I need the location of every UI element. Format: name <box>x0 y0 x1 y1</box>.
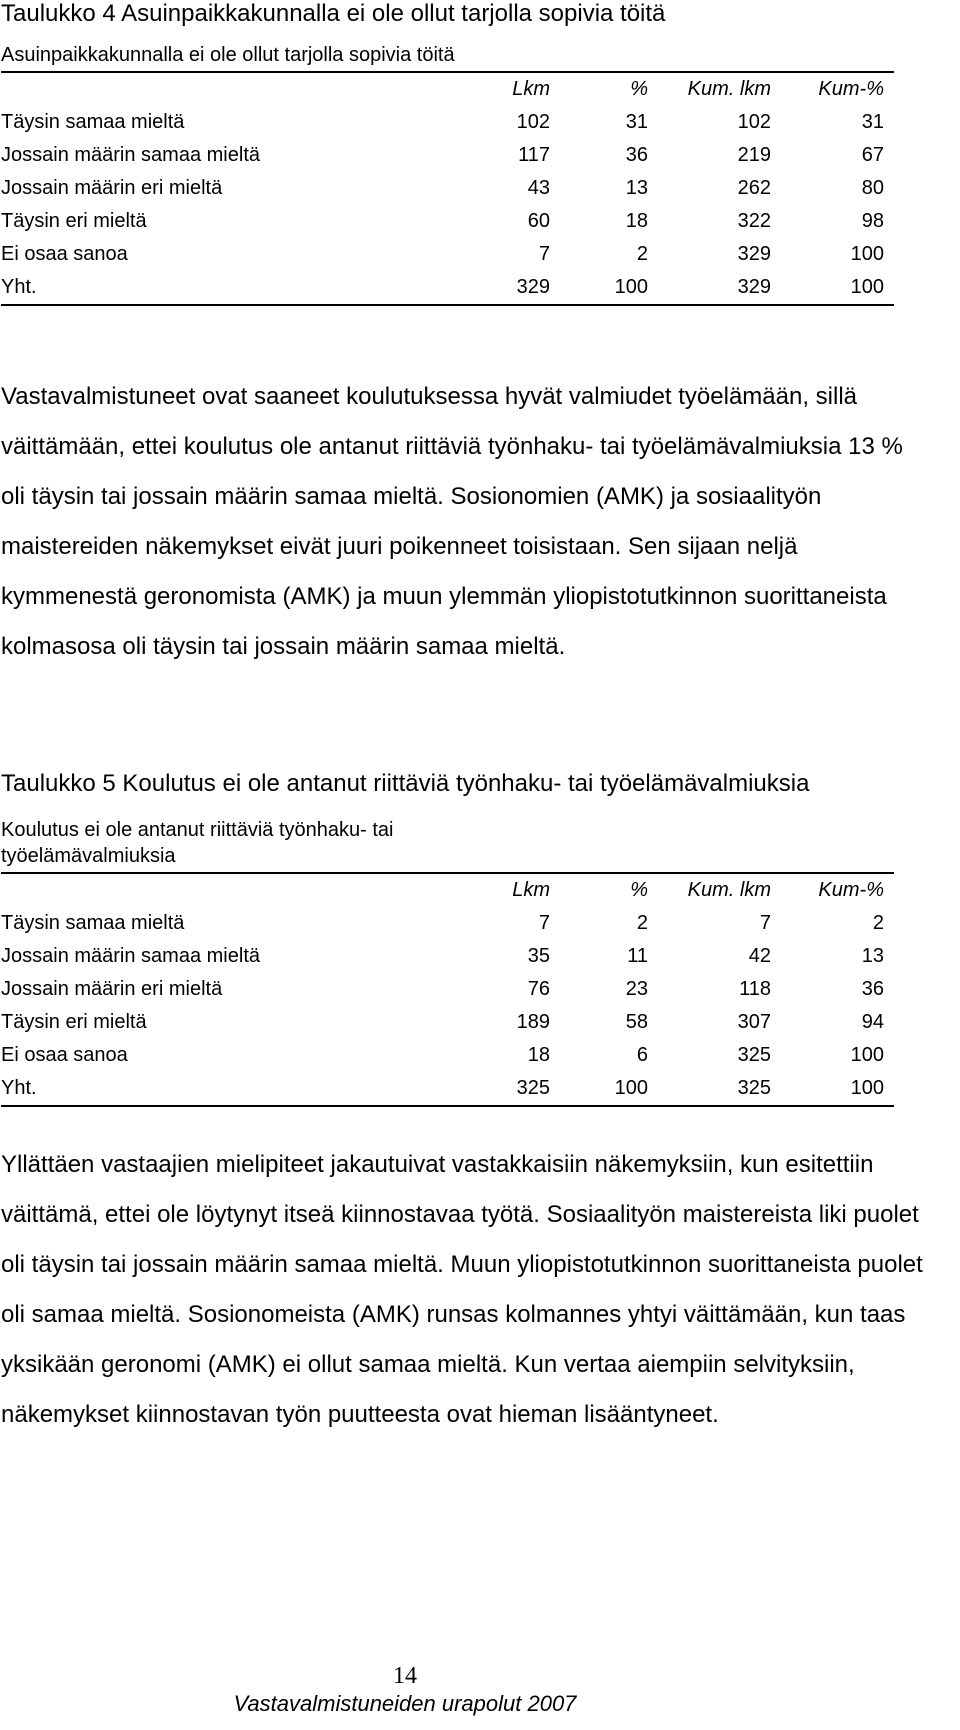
row-label: Jossain määrin eri mieltä <box>1 978 223 1000</box>
table-row-total <box>1 271 894 306</box>
table-row <box>1 238 894 271</box>
header-lkm: Lkm <box>512 879 550 901</box>
cell-lkm: 329 <box>516 276 550 298</box>
cell-kum-pct: 2 <box>872 912 884 934</box>
table-row <box>1 139 894 172</box>
table4-caption: Taulukko 4 Asuinpaikkakunnalla ei ole ollut tarjolla sopivia töitä <box>1 0 666 27</box>
cell-kum-pct: 67 <box>861 144 884 166</box>
cell-kum-lkm: 325 <box>737 1044 771 1066</box>
row-label: Jossain määrin samaa mieltä <box>1 945 260 967</box>
page-number: 14 <box>393 1663 417 1689</box>
header-lkm: Lkm <box>512 78 550 100</box>
cell-kum-pct: 98 <box>861 210 884 232</box>
header-pct: % <box>630 879 648 901</box>
cell-lkm: 325 <box>516 1077 550 1099</box>
cell-kum-lkm: 102 <box>737 111 771 133</box>
cell-kum-lkm: 7 <box>759 912 771 934</box>
cell-lkm: 189 <box>516 1011 550 1033</box>
cell-kum-pct: 100 <box>850 243 884 265</box>
cell-pct: 100 <box>614 1077 648 1099</box>
cell-kum-pct: 31 <box>861 111 884 133</box>
cell-kum-pct: 94 <box>861 1011 884 1033</box>
cell-kum-lkm: 325 <box>737 1077 771 1099</box>
table-row <box>1 907 894 940</box>
row-label: Täysin samaa mieltä <box>1 912 185 934</box>
row-label: Täysin eri mieltä <box>1 1011 147 1033</box>
cell-kum-lkm: 329 <box>737 243 771 265</box>
table5 <box>1 817 894 1107</box>
cell-kum-lkm: 307 <box>737 1011 771 1033</box>
table5-header-row <box>1 872 894 907</box>
body-paragraph-2 <box>1 1140 931 1440</box>
table4 <box>1 42 894 306</box>
cell-pct: 11 <box>627 945 648 967</box>
cell-lkm: 7 <box>538 912 550 934</box>
cell-kum-lkm: 219 <box>737 144 771 166</box>
cell-kum-pct: 80 <box>861 177 884 199</box>
cell-kum-pct: 100 <box>850 1077 884 1099</box>
table4-header-row <box>1 71 894 106</box>
cell-kum-pct: 100 <box>850 1044 884 1066</box>
cell-kum-lkm: 322 <box>737 210 771 232</box>
table5-caption: Taulukko 5 Koulutus ei ole antanut riittäviä työnhaku- tai työelämävalmiuksia <box>1 770 810 797</box>
cell-lkm: 60 <box>527 210 550 232</box>
cell-lkm: 102 <box>516 111 550 133</box>
cell-kum-lkm: 262 <box>737 177 771 199</box>
cell-kum-lkm: 329 <box>737 276 771 298</box>
paragraph-text: Yllättäen vastaajien mielipiteet jakautuivat vastakkaisiin näkemyksiin, kun esitettiin väittämä, ettei ole löytynyt itseä kiinnostavaa työtä. Sosiaalityön maistereista liki puolet oli täysin tai jossain määrin samaa mieltä. Muun yliopistotutkinnon suorittaneista puolet oli samaa mieltä. Sosionomeista (AMK) runsas kolmannes yhtyi väittämään, kun taas yksikään geronomi (AMK) ei ollut samaa mieltä. Kun vertaa aiempiin selvityksiin, näkemykset kiinnostavan työn puutteesta ovat hieman lisääntyneet. <box>1 1151 923 1428</box>
cell-pct: 6 <box>636 1044 648 1066</box>
table-row <box>1 106 894 139</box>
table-row <box>1 940 894 973</box>
cell-kum-lkm: 118 <box>739 978 771 1000</box>
cell-lkm: 18 <box>527 1044 550 1066</box>
cell-kum-pct: 36 <box>861 978 884 1000</box>
header-kum-lkm: Kum. lkm <box>687 78 771 100</box>
cell-lkm: 76 <box>527 978 550 1000</box>
cell-lkm: 7 <box>538 243 550 265</box>
table4-title: Asuinpaikkakunnalla ei ole ollut tarjolla sopivia töitä <box>1 44 455 66</box>
header-kum-pct: Kum-% <box>818 78 884 100</box>
cell-lkm: 117 <box>518 144 550 166</box>
row-label: Täysin eri mieltä <box>1 210 147 232</box>
row-label: Täysin samaa mieltä <box>1 111 185 133</box>
cell-kum-pct: 100 <box>850 276 884 298</box>
header-kum-pct: Kum-% <box>818 879 884 901</box>
header-pct: % <box>630 78 648 100</box>
header-kum-lkm: Kum. lkm <box>687 879 771 901</box>
table-row <box>1 973 894 1006</box>
row-label: Yht. <box>1 1077 37 1099</box>
body-paragraph-1 <box>1 372 931 672</box>
row-label: Ei osaa sanoa <box>1 243 128 265</box>
cell-kum-lkm: 42 <box>748 945 771 967</box>
table-row <box>1 205 894 238</box>
table-row-total <box>1 1072 894 1107</box>
row-label: Yht. <box>1 276 37 298</box>
cell-pct: 31 <box>625 111 648 133</box>
row-label: Ei osaa sanoa <box>1 1044 128 1066</box>
table-row <box>1 1006 894 1039</box>
cell-lkm: 35 <box>527 945 550 967</box>
table-row <box>1 1039 894 1072</box>
table5-title: Koulutus ei ole antanut riittäviä työnhaku- tai työelämävalmiuksia <box>1 819 394 867</box>
footer-text: Vastavalmistuneiden urapolut 2007 <box>233 1691 577 1716</box>
cell-pct: 23 <box>625 978 648 1000</box>
paragraph-text: Vastavalmistuneet ovat saaneet koulutuksessa hyvät valmiudet työelämään, sillä väittämään, ettei koulutus ole antanut riittäviä työnhaku- tai työelämävalmiuksia 13 % oli täysin tai jossain määrin samaa mieltä. Sosionomien (AMK) ja sosiaalityön maistereiden näkemykset eivät juuri poikenneet toisistaan. Sen sijaan neljä kymmenestä geronomista (AMK) ja muun ylemmän yliopistotutkinnon suorittaneista kolmasosa oli täysin tai jossain määrin samaa mieltä. <box>1 383 903 660</box>
cell-kum-pct: 13 <box>861 945 884 967</box>
cell-pct: 36 <box>625 144 648 166</box>
cell-lkm: 43 <box>527 177 550 199</box>
cell-pct: 2 <box>636 912 648 934</box>
row-label: Jossain määrin samaa mieltä <box>1 144 260 166</box>
table-row <box>1 172 894 205</box>
cell-pct: 58 <box>625 1011 648 1033</box>
cell-pct: 18 <box>625 210 648 232</box>
row-label: Jossain määrin eri mieltä <box>1 177 223 199</box>
cell-pct: 13 <box>625 177 648 199</box>
cell-pct: 2 <box>636 243 648 265</box>
cell-pct: 100 <box>614 276 648 298</box>
